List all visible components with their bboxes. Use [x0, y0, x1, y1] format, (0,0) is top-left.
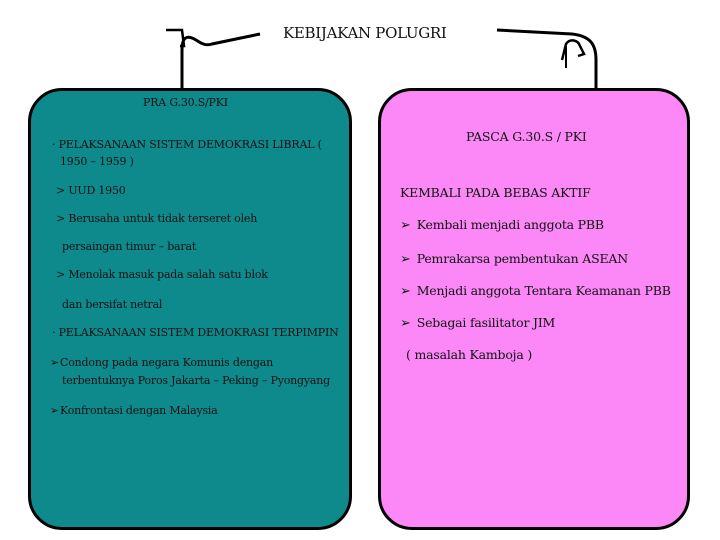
arrow-checkmark-icon: ➢: [400, 284, 411, 299]
list-item: > Menolak masuk pada salah satu blok: [56, 268, 268, 281]
list-item: ➢ Pemrakarsa pembentukan ASEAN: [400, 251, 628, 267]
list-item: > UUD 1950: [56, 184, 126, 197]
list-item: ( masalah Kamboja ): [406, 347, 533, 362]
right-subheading: KEMBALI PADA BEBAS AKTIF: [400, 185, 591, 200]
list-item: ➢ Sebagai fasilitator JIM: [400, 315, 556, 331]
post-g30s-panel: [378, 88, 690, 530]
left-connector-line: [182, 34, 260, 88]
list-item: · PELAKSANAAN SISTEM DEMOKRASI TERPIMPIN: [52, 326, 339, 339]
list-item: ➢Condong pada negara Komunis dengan: [50, 356, 273, 369]
list-item: ➢ Menjadi anggota Tentara Keamanan PBB: [400, 283, 671, 299]
arrow-checkmark-icon: ➢: [400, 316, 411, 331]
arrow-checkmark-icon: ➢: [50, 356, 60, 369]
list-item: dan bersifat netral: [62, 298, 163, 311]
arrow-checkmark-icon: ➢: [50, 404, 60, 417]
arrow-checkmark-icon: ➢: [400, 252, 411, 267]
list-item: 1950 – 1959 ): [60, 155, 134, 168]
page-title: KEBIJAKAN POLUGRI: [283, 24, 447, 42]
list-item: terbentuknya Poros Jakarta – Peking – Pyongyang: [62, 374, 330, 387]
list-item: ➢Konfrontasi dengan Malaysia: [50, 404, 218, 417]
left-heading: PRA G.30.S/PKI: [143, 96, 228, 109]
list-item: · PELAKSANAAN SISTEM DEMOKRASI LIBRAL (: [52, 138, 322, 151]
arrow-checkmark-icon: ➢: [400, 218, 411, 233]
list-item: ➢ Kembali menjadi anggota PBB: [400, 217, 604, 233]
right-connector-line: [497, 30, 596, 88]
right-heading: PASCA G.30.S / PKI: [466, 129, 587, 144]
list-item: persaingan timur – barat: [62, 240, 197, 253]
list-item: > Berusaha untuk tidak terseret oleh: [56, 212, 258, 225]
